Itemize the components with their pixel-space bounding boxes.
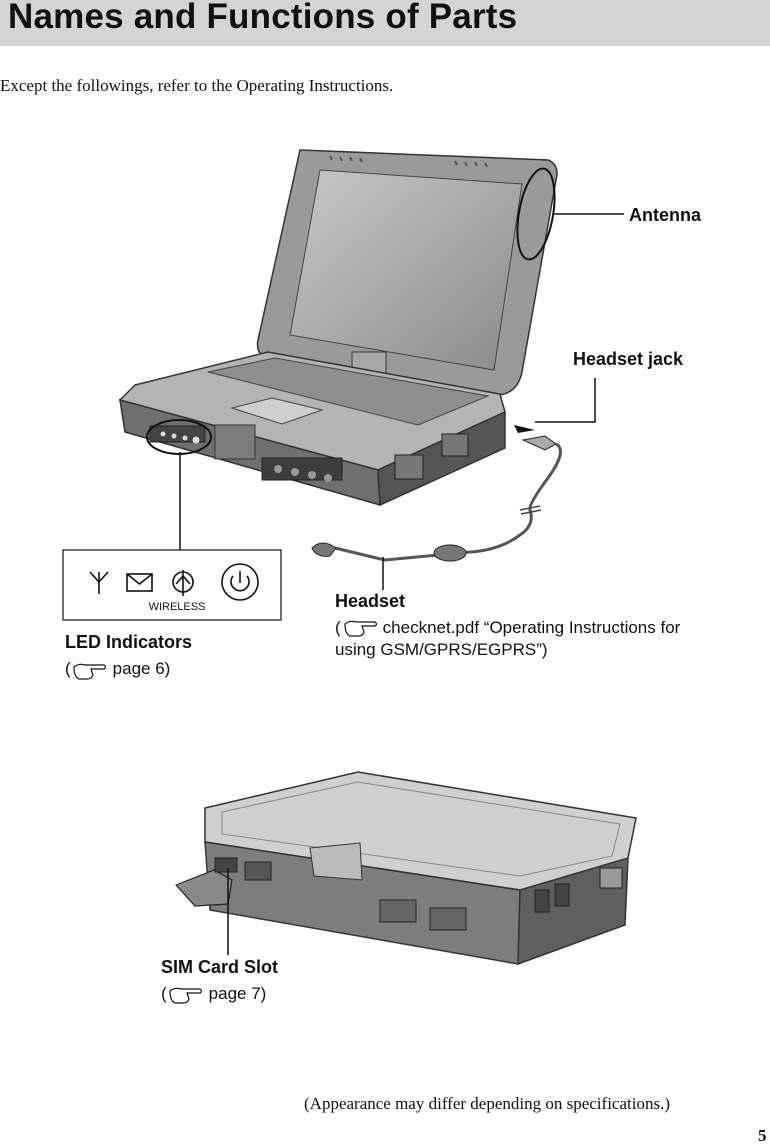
headset-label: Headset: [335, 591, 406, 611]
open-paren: (: [335, 618, 341, 637]
headset-jack-leader: [535, 378, 595, 422]
headset-ref: [335, 617, 680, 661]
footer-note: (Appearance may differ depending on specifications.): [304, 1094, 670, 1113]
sim-ref: [161, 983, 266, 1005]
headset-ref-line1: checknet.pdf “Operating Instructions for: [382, 618, 681, 637]
headset-jack-label: Headset jack: [573, 349, 684, 369]
led-indicators-label: LED Indicators: [65, 632, 193, 652]
open-paren: (: [65, 659, 71, 678]
antenna-label: Antenna: [629, 205, 701, 225]
jack-arrow-icon: [514, 425, 535, 433]
page-title: Names and Functions of Parts: [8, 0, 518, 36]
open-paren: (: [161, 984, 167, 1003]
page-number: 5: [758, 1126, 767, 1145]
intro-text: Except the followings, refer to the Operating Instructions.: [0, 76, 394, 95]
led-ref: [65, 658, 170, 680]
led-ref-text: page 6): [112, 659, 171, 678]
sim-ref-text: page 7): [208, 984, 267, 1003]
sim-card-slot-label: SIM Card Slot: [161, 957, 279, 977]
closed-laptop-illustration: [176, 772, 636, 964]
wireless-label: WIRELESS: [148, 601, 206, 613]
headset-ref-line2: using GSM/GPRS/EGPRS”): [335, 640, 548, 659]
open-laptop-illustration: [120, 150, 557, 505]
